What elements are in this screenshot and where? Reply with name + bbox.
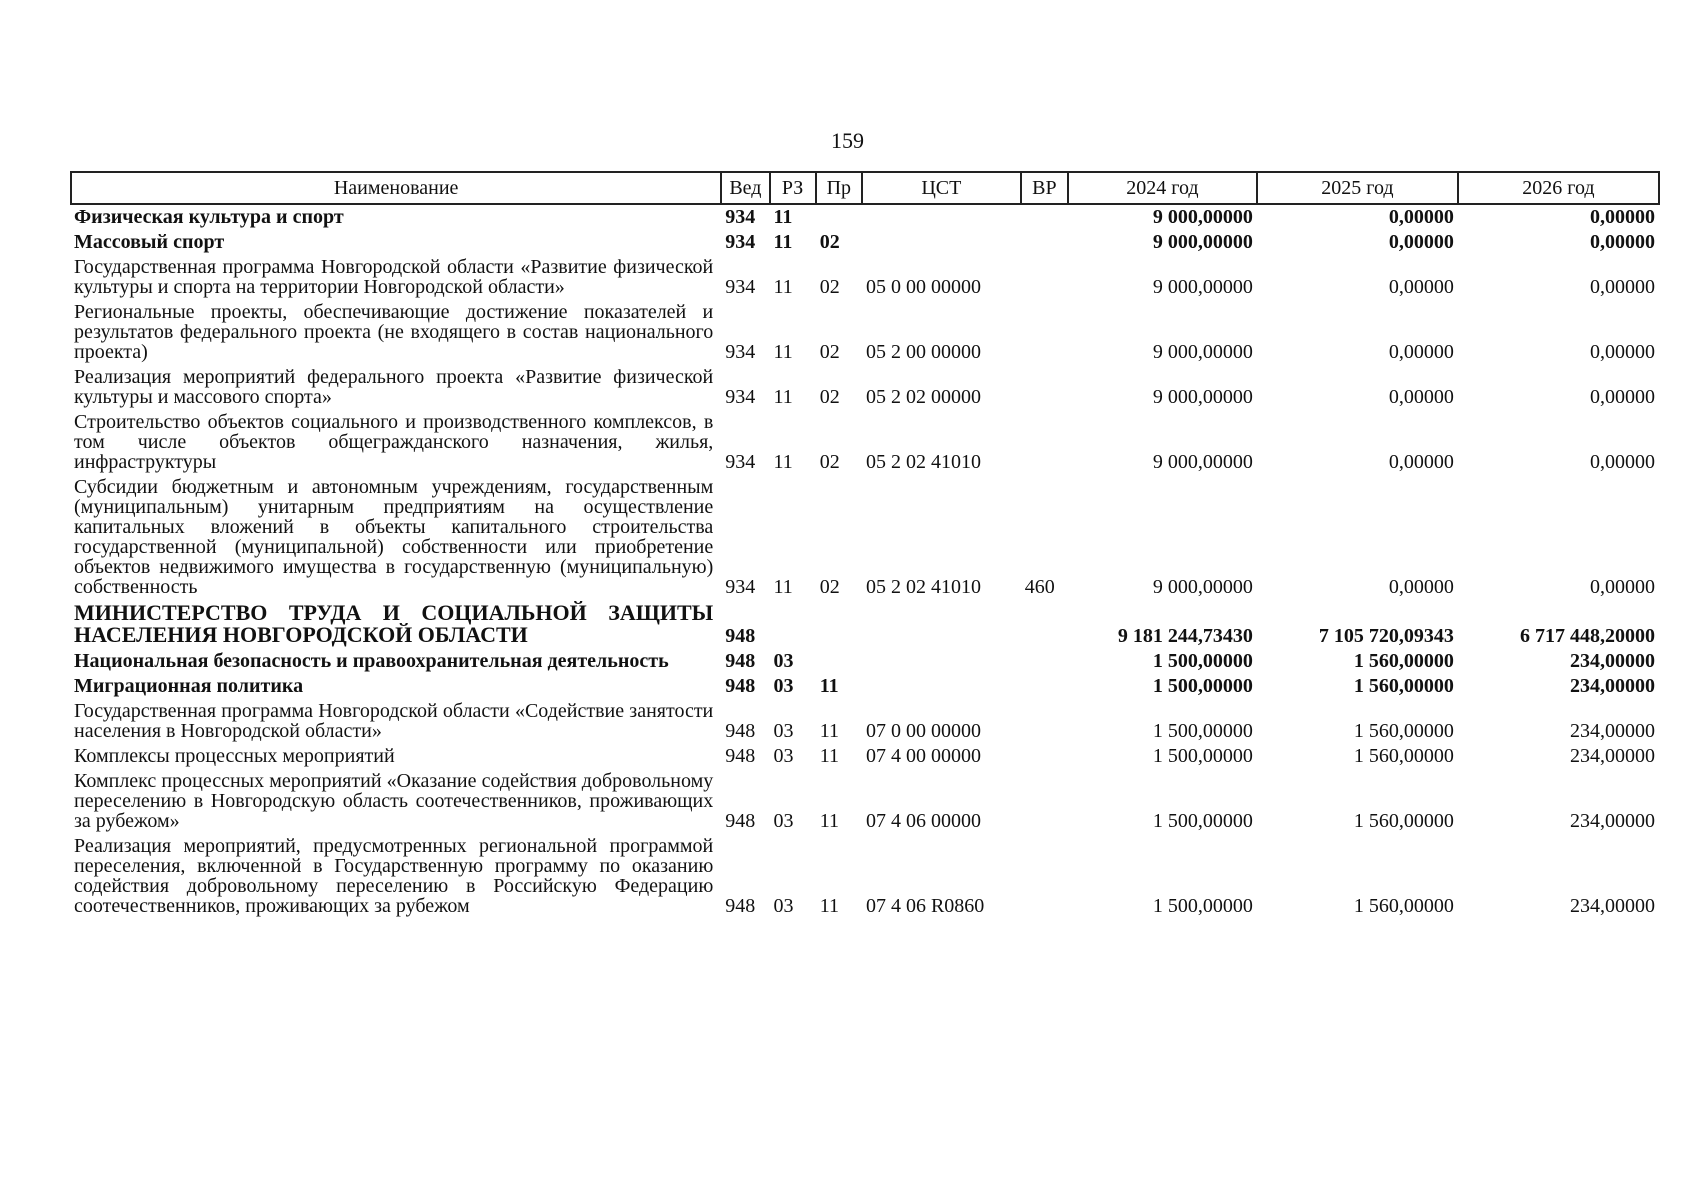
row-2024: 9 000,00000 [1152,231,1253,253]
header-2024: 2024 год [1068,172,1257,204]
row-pr: 02 [819,231,840,253]
row-ved: 934 [725,276,756,298]
row-vr [1021,204,1068,230]
row-rz: 11 [773,576,793,598]
row-2026: 234,00000 [1570,650,1655,672]
row-ved: 948 [725,650,756,672]
row-pr: 02 [819,341,840,363]
row-2026: 0,00000 [1590,276,1655,298]
table-row [71,699,1659,744]
row-2025: 1 560,00000 [1353,675,1454,697]
row-pr [816,600,862,649]
row-pr: 02 [819,276,840,298]
budget-table [70,171,1660,919]
row-pr [816,204,862,230]
row-2025: 0,00000 [1388,231,1454,253]
row-rz: 03 [773,675,794,697]
row-pr [816,649,862,674]
row-2025: 1 560,00000 [1353,895,1454,917]
row-2025: 1 560,00000 [1353,745,1454,767]
row-name: Национальная безопасность и правоохранительная деятельность [74,650,669,672]
row-ved: 948 [725,895,756,917]
row-pr: 11 [819,895,839,917]
header-rz: РЗ [770,172,816,204]
row-name: Миграционная политика [74,675,304,697]
table-row [71,649,1659,674]
header-name: Наименование [71,172,721,204]
page-number: 159 [831,128,864,153]
row-2024: 9 000,00000 [1152,451,1253,473]
row-vr [1021,769,1068,834]
table-row [71,834,1659,919]
table-row [71,255,1659,300]
row-pr: 11 [819,675,839,697]
row-vr [1021,365,1068,410]
header-2026: 2026 год [1458,172,1659,204]
row-2025: 0,00000 [1388,576,1454,598]
row-pr: 02 [819,386,840,408]
row-rz: 11 [773,206,793,228]
row-2024: 1 500,00000 [1152,895,1253,917]
row-rz: 03 [773,810,794,832]
row-2024: 9 000,00000 [1152,341,1253,363]
row-2024: 9 000,00000 [1152,386,1253,408]
row-rz: 11 [773,451,793,473]
row-vr [1021,674,1068,699]
row-2024: 9 000,00000 [1152,576,1253,598]
row-name: Государственная программа Новгородской области «Развитие физической культуры и спорта на территории Новгородской области» [74,256,714,298]
row-2025: 0,00000 [1388,206,1454,228]
row-vr [1021,834,1068,919]
row-cst [862,674,1021,699]
row-cst: 05 0 00 00000 [865,276,981,298]
row-ved: 934 [725,451,756,473]
row-ved: 948 [725,720,756,742]
row-cst [862,649,1021,674]
row-rz [770,600,816,649]
table-row [71,365,1659,410]
row-2024: 9 000,00000 [1152,276,1253,298]
row-2025: 0,00000 [1388,341,1454,363]
row-2024: 1 500,00000 [1152,720,1253,742]
row-vr [1021,255,1068,300]
row-2026: 0,00000 [1590,341,1655,363]
table-row [71,230,1659,255]
row-2024: 1 500,00000 [1152,810,1253,832]
row-cst: 05 2 00 00000 [865,341,981,363]
row-2026: 6 717 448,20000 [1520,625,1655,647]
row-name: МИНИСТЕРСТВО ТРУДА И СОЦИАЛЬНОЙ ЗАЩИТЫ НАСЕЛЕНИЯ НОВГОРОДСКОЙ ОБЛАСТИ [74,600,714,647]
row-2025: 0,00000 [1388,276,1454,298]
row-2025: 1 560,00000 [1353,720,1454,742]
table-header-row [71,172,1659,204]
row-pr: 11 [819,810,839,832]
row-2024: 1 500,00000 [1152,745,1253,767]
row-cst [862,230,1021,255]
row-2025: 1 560,00000 [1353,810,1454,832]
row-name: Комплексы процессных мероприятий [74,745,395,767]
table-row [71,300,1659,365]
row-name: Строительство объектов социального и производственного комплексов, в том числе объектов общегражданского назначения, жилья, инфраструктуры [74,411,714,473]
row-2026: 234,00000 [1570,720,1655,742]
row-rz: 11 [773,386,793,408]
row-name: Субсидии бюджетным и автономным учреждениям, государственным (муниципальным) унитарным предприятиям на осуществление капитальных вложений в объекты капитального строительства государственной (муниципальной) собственности или приобретение объектов недвижимого имущества в государственную (муниципальную) собственность [74,476,714,598]
table-row [71,769,1659,834]
row-ved: 934 [725,341,756,363]
row-vr [1021,300,1068,365]
row-rz: 03 [773,650,794,672]
row-cst: 05 2 02 00000 [865,386,981,408]
row-ved: 948 [725,745,756,767]
table-row [71,744,1659,769]
row-rz: 03 [773,895,794,917]
header-cst: ЦСТ [862,172,1021,204]
row-vr [1021,649,1068,674]
row-2024: 1 500,00000 [1152,650,1253,672]
row-vr [1021,230,1068,255]
row-2026: 0,00000 [1590,386,1655,408]
row-name: Массовый спорт [74,231,225,253]
row-ved: 934 [725,206,756,228]
row-vr [1021,699,1068,744]
row-2025: 7 105 720,09343 [1318,625,1454,647]
row-pr: 11 [819,745,839,767]
row-name: Реализация мероприятий федерального проекта «Развитие физической культуры и массового спорта» [74,366,714,408]
row-2024: 1 500,00000 [1152,675,1253,697]
row-2026: 0,00000 [1590,576,1655,598]
row-pr: 02 [819,576,840,598]
row-2026: 234,00000 [1570,810,1655,832]
row-2026: 0,00000 [1590,231,1655,253]
row-2025: 0,00000 [1388,386,1454,408]
table-row [71,600,1659,649]
row-vr [1021,744,1068,769]
row-rz: 11 [773,231,793,253]
row-ved: 948 [725,675,756,697]
row-name: Реализация мероприятий, предусмотренных региональной программой переселения, включенной в Государственную программу по оказанию содействия добровольному переселению в Российскую Федерацию соотечественников, проживающих за рубежом [74,835,714,917]
row-cst [862,600,1021,649]
header-vr: ВР [1021,172,1068,204]
row-name: Государственная программа Новгородской области «Содействие занятости населения в Новгородской области» [74,700,714,742]
row-ved: 948 [725,810,756,832]
row-name: Комплекс процессных мероприятий «Оказание содействия добровольному переселению в Новгородскую область соотечественников, проживающих за рубежом» [74,770,714,832]
row-2026: 234,00000 [1570,895,1655,917]
row-pr: 11 [819,720,839,742]
row-2025: 0,00000 [1388,451,1454,473]
table-row [71,204,1659,230]
row-ved: 934 [725,576,756,598]
row-ved: 948 [725,625,756,647]
row-cst: 05 2 02 41010 [865,576,981,598]
row-vr [1021,410,1068,475]
row-ved: 934 [725,386,756,408]
row-2026: 234,00000 [1570,745,1655,767]
row-rz: 03 [773,720,794,742]
row-2024: 9 000,00000 [1152,206,1253,228]
row-rz: 11 [773,276,793,298]
row-2026: 234,00000 [1570,675,1655,697]
row-ved: 934 [725,231,756,253]
row-2025: 1 560,00000 [1353,650,1454,672]
row-2026: 0,00000 [1590,206,1655,228]
row-2026: 0,00000 [1590,451,1655,473]
header-pr: Пр [816,172,862,204]
row-rz: 03 [773,745,794,767]
row-cst: 05 2 02 41010 [865,451,981,473]
row-cst: 07 4 06 R0860 [865,895,985,917]
header-2025: 2025 год [1257,172,1458,204]
row-cst: 07 4 00 00000 [865,745,981,767]
table-row [71,410,1659,475]
row-2024: 9 181 244,73430 [1117,625,1253,647]
row-cst [862,204,1021,230]
row-cst: 07 4 06 00000 [865,810,981,832]
row-vr [1021,600,1068,649]
row-rz: 11 [773,341,793,363]
row-name: Региональные проекты, обеспечивающие достижение показателей и результатов федерального проекта (не входящего в состав национального проекта) [74,301,714,363]
row-cst: 07 0 00 00000 [865,720,981,742]
row-vr: 460 [1024,576,1055,598]
row-name: Физическая культура и спорт [74,206,344,228]
table-row [71,475,1659,600]
header-ved: Вед [721,172,769,204]
table-row [71,674,1659,699]
row-pr: 02 [819,451,840,473]
